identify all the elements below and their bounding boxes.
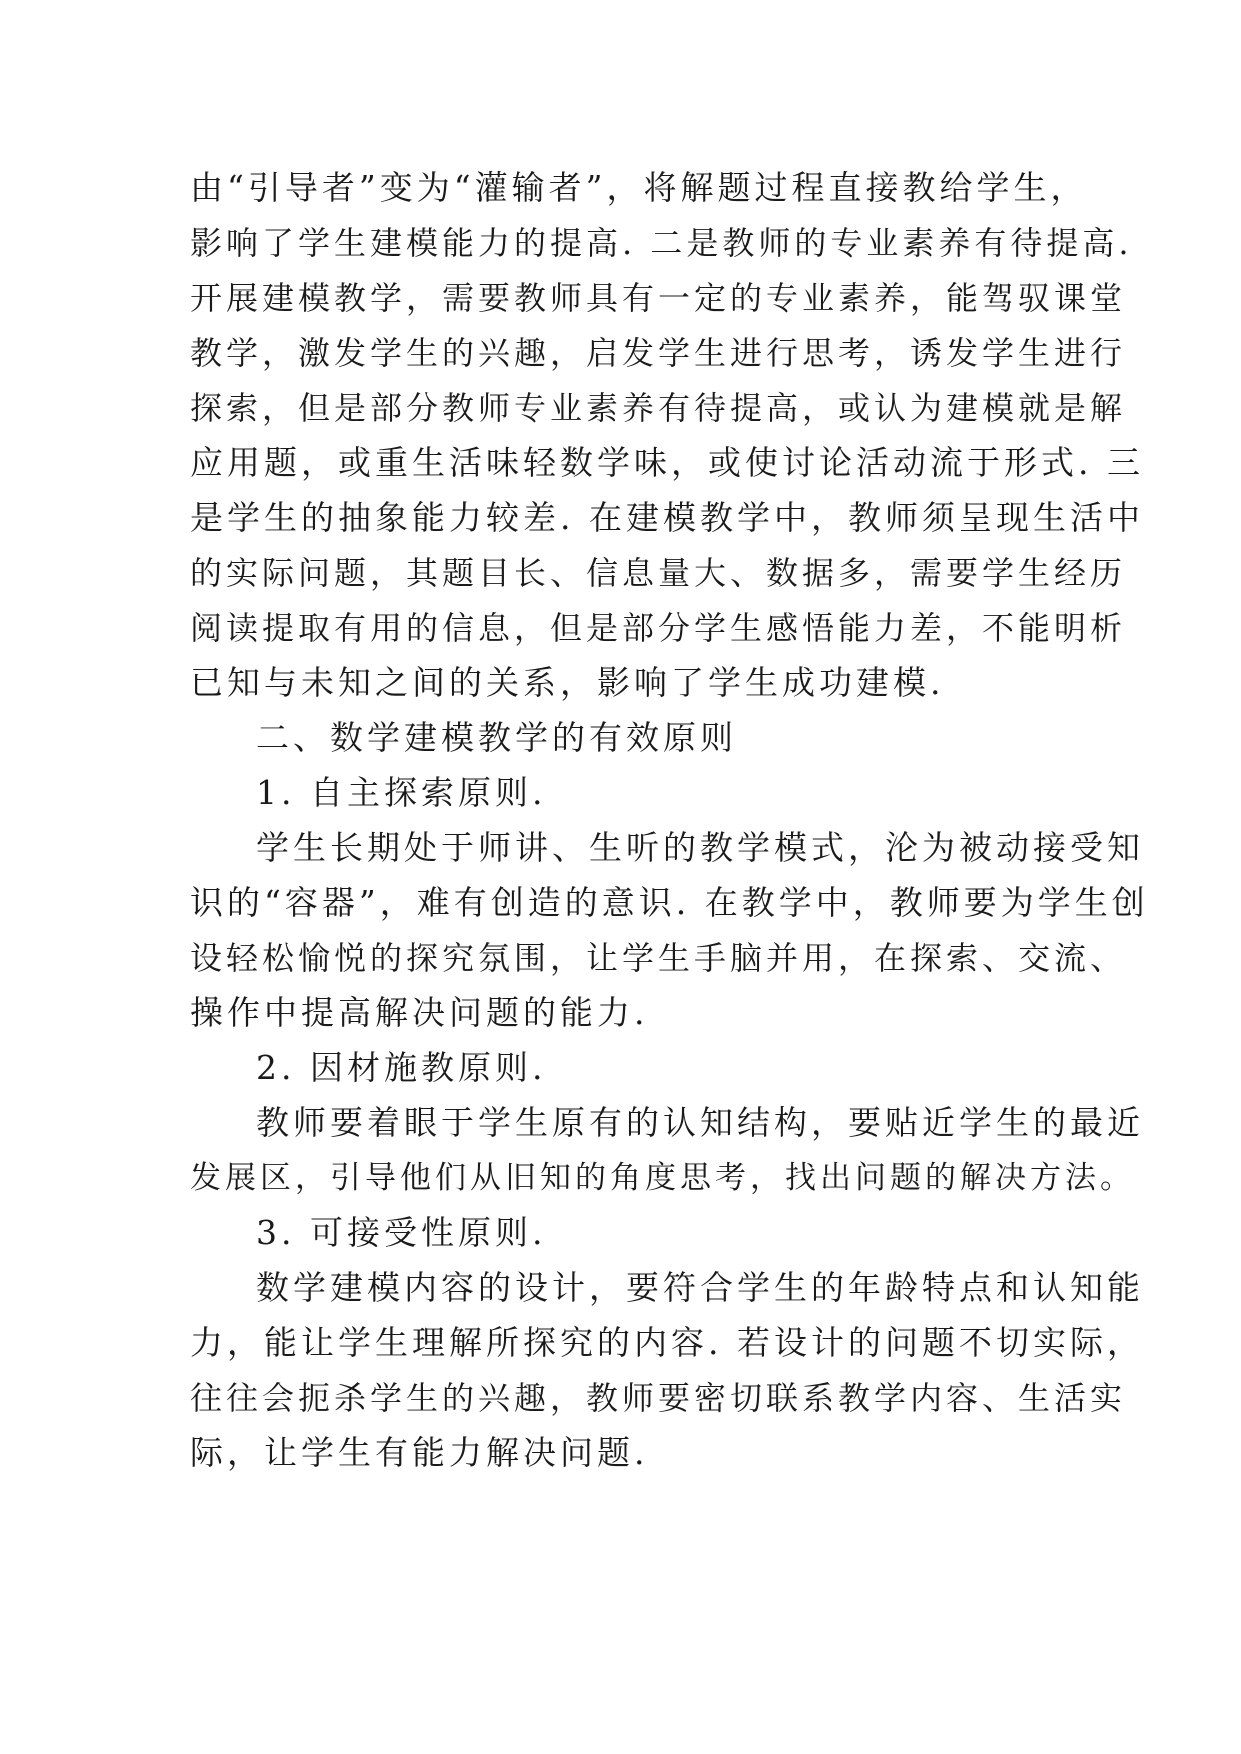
text-line: 学生长期处于师讲、生听的教学模式，沦为被动接受知 bbox=[256, 828, 1144, 867]
text-line: 发展区，引导他们从旧知的角度思考，找出问题的解决方法。 bbox=[190, 1160, 1135, 1196]
text-line: 由“引导者”变为“灌输者”，将解题过程直接教给学生， bbox=[190, 168, 1088, 207]
text-line: 际，让学生有能力解决问题. bbox=[190, 1433, 649, 1472]
text-line: 操作中提高解决问题的能力. bbox=[190, 993, 649, 1032]
text-line: 已知与未知之间的关系，影响了学生成功建模. bbox=[190, 663, 945, 702]
text-line: 阅读提取有用的信息，但是部分学生感悟能力差，不能明析 bbox=[190, 609, 1127, 647]
text-line: 开展建模教学，需要教师具有一定的专业素养，能驾驭课堂 bbox=[190, 279, 1127, 317]
text-line: 力，能让学生理解所探究的内容. 若设计的问题不切实际， bbox=[190, 1323, 1144, 1362]
subsection-heading: 1. 自主探索原则. bbox=[256, 773, 547, 812]
text-line: 教师要着眼于学生原有的认知结构，要贴近学生的最近 bbox=[256, 1103, 1144, 1142]
text-line: 是学生的抽象能力较差. 在建模教学中，教师须呈现生活中 bbox=[190, 498, 1144, 537]
text-line: 识的“容器”，难有创造的意识. 在教学中，教师要为学生创 bbox=[190, 883, 1149, 922]
section-heading: 二、数学建模教学的有效原则 bbox=[256, 718, 737, 757]
text-line: 影响了学生建模能力的提高. 二是教师的专业素养有待提高. bbox=[190, 224, 1133, 262]
text-line: 应用题，或重生活味轻数学味，或使讨论活动流于形式. 三 bbox=[190, 443, 1144, 482]
subsection-heading: 2. 因材施教原则. bbox=[256, 1048, 547, 1087]
text-line: 数学建模内容的设计，要符合学生的年龄特点和认知能 bbox=[256, 1268, 1144, 1307]
text-line: 探索，但是部分教师专业素养有待提高，或认为建模就是解 bbox=[190, 389, 1127, 427]
text-line: 往往会扼杀学生的兴趣，教师要密切联系教学内容、生活实 bbox=[190, 1379, 1127, 1417]
text-line: 教学，激发学生的兴趣，启发学生进行思考，诱发学生进行 bbox=[190, 334, 1127, 372]
subsection-heading: 3. 可接受性原则. bbox=[256, 1213, 547, 1252]
text-line: 设轻松愉悦的探究氛围，让学生手脑并用，在探索、交流、 bbox=[190, 939, 1127, 977]
text-line: 的实际问题，其题目长、信息量大、数据多，需要学生经历 bbox=[190, 554, 1127, 592]
